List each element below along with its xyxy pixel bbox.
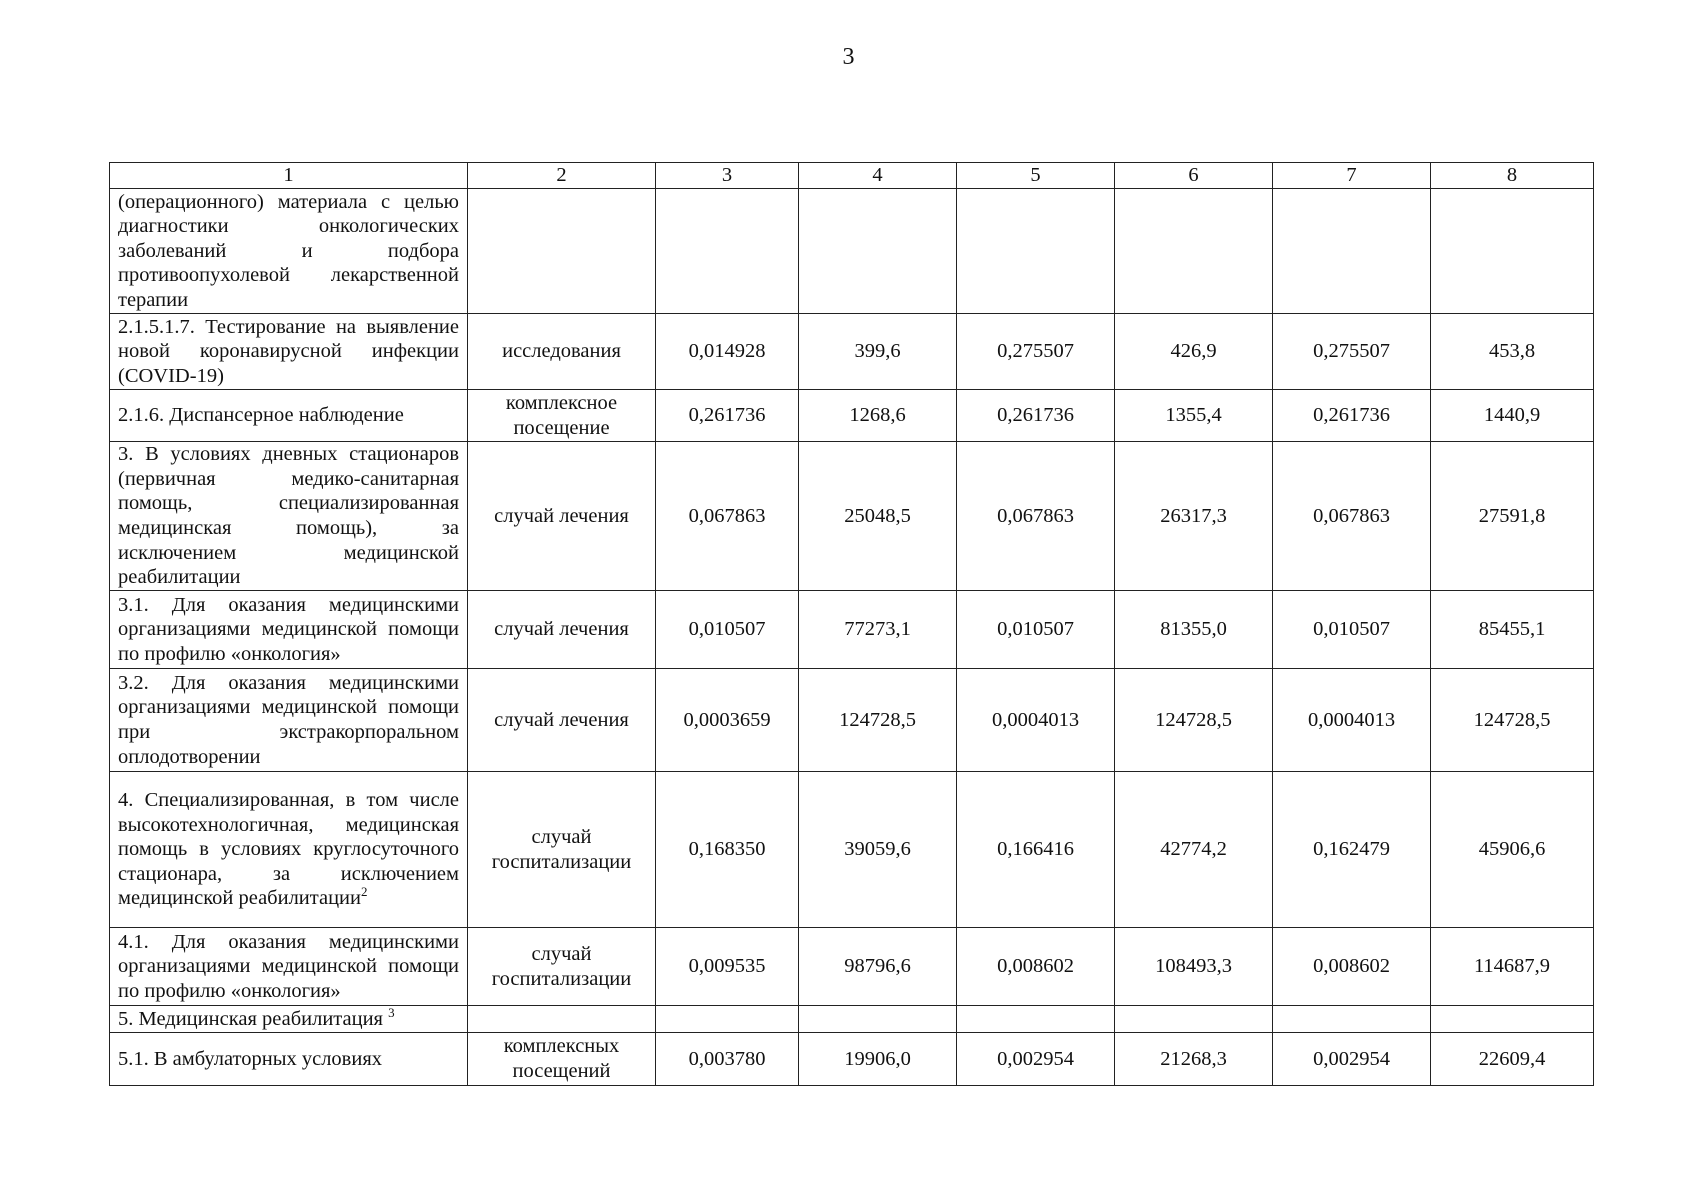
table-row [110, 772, 1594, 928]
row-value: 98796,6 [799, 928, 957, 1006]
column-header: 3 [656, 163, 799, 189]
row-value: 108493,3 [1115, 928, 1273, 1006]
row-value: 426,9 [1115, 314, 1273, 390]
row-description: 3. В условиях дневных стационаров (первичная медико-санитарная помощь, специализированная медицинская помощь), за исключением медицинской реабилитации [110, 442, 468, 591]
row-value: 1355,4 [1115, 390, 1273, 442]
row-value: 0,067863 [1273, 442, 1431, 591]
row-description: 3.1. Для оказания медицинскими организациями медицинской помощи по профилю «онкология» [110, 591, 468, 669]
row-value: 85455,1 [1431, 591, 1594, 669]
table-row [110, 189, 1594, 314]
row-value: 1268,6 [799, 390, 957, 442]
row-description: 2.1.6. Диспансерное наблюдение [110, 390, 468, 442]
row-unit: комплексное посещение [468, 390, 656, 442]
row-value: 39059,6 [799, 772, 957, 928]
row-value [1431, 1006, 1594, 1033]
row-unit: случай госпитализации [468, 928, 656, 1006]
row-value [656, 1006, 799, 1033]
row-value: 453,8 [1431, 314, 1594, 390]
row-value: 0,261736 [1273, 390, 1431, 442]
row-description: (операционного) материала с целью диагностики онкологических заболеваний и подбора противоопухолевой лекарственной терапии [110, 189, 468, 314]
row-value: 124728,5 [1115, 669, 1273, 772]
row-value [957, 189, 1115, 314]
row-value: 26317,3 [1115, 442, 1273, 591]
row-value: 0,067863 [957, 442, 1115, 591]
row-value: 0,003780 [656, 1033, 799, 1086]
table-row [110, 669, 1594, 772]
row-value: 77273,1 [799, 591, 957, 669]
column-header: 8 [1431, 163, 1594, 189]
row-value: 0,010507 [1273, 591, 1431, 669]
row-value: 25048,5 [799, 442, 957, 591]
row-description: 5.1. В амбулаторных условиях [110, 1033, 468, 1086]
data-table [109, 162, 1594, 1086]
row-unit [468, 189, 656, 314]
column-header: 2 [468, 163, 656, 189]
row-value [1273, 189, 1431, 314]
row-value [1115, 1006, 1273, 1033]
table-row [110, 591, 1594, 669]
row-value: 0,275507 [957, 314, 1115, 390]
footnote-marker: 2 [361, 884, 368, 900]
row-unit [468, 1006, 656, 1033]
row-value: 1440,9 [1431, 390, 1594, 442]
row-unit: случай лечения [468, 591, 656, 669]
row-value: 399,6 [799, 314, 957, 390]
row-value [656, 189, 799, 314]
row-value: 0,002954 [957, 1033, 1115, 1086]
table-row [110, 1033, 1594, 1086]
row-value: 0,008602 [957, 928, 1115, 1006]
row-value: 0,0004013 [957, 669, 1115, 772]
footnote-marker: 3 [388, 1004, 395, 1020]
column-header: 6 [1115, 163, 1273, 189]
row-value: 42774,2 [1115, 772, 1273, 928]
row-value: 114687,9 [1431, 928, 1594, 1006]
row-value: 0,261736 [957, 390, 1115, 442]
row-value [799, 1006, 957, 1033]
row-description: 4. Специализированная, в том числе высокотехнологичная, медицинская помощь в условиях круглосуточного стационара, за исключением медицинской реабилитации$^2$ [110, 772, 468, 928]
row-value: 0,009535 [656, 928, 799, 1006]
row-value: 0,261736 [656, 390, 799, 442]
table-row [110, 928, 1594, 1006]
row-unit: исследования [468, 314, 656, 390]
table-row [110, 390, 1594, 442]
row-value: 0,002954 [1273, 1033, 1431, 1086]
row-unit: случай лечения [468, 669, 656, 772]
row-value: 81355,0 [1115, 591, 1273, 669]
row-unit: случай лечения [468, 442, 656, 591]
row-value: 0,275507 [1273, 314, 1431, 390]
row-value: 0,014928 [656, 314, 799, 390]
row-unit: случай госпитализации [468, 772, 656, 928]
row-value: 0,162479 [1273, 772, 1431, 928]
row-value [799, 189, 957, 314]
column-header: 7 [1273, 163, 1431, 189]
row-description: 4.1. Для оказания медицинскими организациями медицинской помощи по профилю «онкология» [110, 928, 468, 1006]
column-header: 1 [110, 163, 468, 189]
row-value [1273, 1006, 1431, 1033]
row-description: 3.2. Для оказания медицинскими организациями медицинской помощи при экстракорпоральном оплодотворении [110, 669, 468, 772]
row-value: 0,168350 [656, 772, 799, 928]
row-value: 27591,8 [1431, 442, 1594, 591]
table-row [110, 314, 1594, 390]
row-value: 0,067863 [656, 442, 799, 591]
row-value [957, 1006, 1115, 1033]
column-header: 5 [957, 163, 1115, 189]
row-value [1115, 189, 1273, 314]
page-number: 3 [842, 44, 855, 70]
table-row [110, 1006, 1594, 1033]
row-value [1431, 189, 1594, 314]
row-unit: комплексных посещений [468, 1033, 656, 1086]
row-value: 0,010507 [957, 591, 1115, 669]
row-value: 19906,0 [799, 1033, 957, 1086]
row-value: 0,166416 [957, 772, 1115, 928]
row-value: 22609,4 [1431, 1033, 1594, 1086]
row-value: 124728,5 [1431, 669, 1594, 772]
row-value: 124728,5 [799, 669, 957, 772]
row-value: 0,0003659 [656, 669, 799, 772]
column-header: 4 [799, 163, 957, 189]
table-row [110, 442, 1594, 591]
row-value: 21268,3 [1115, 1033, 1273, 1086]
row-value: 0,010507 [656, 591, 799, 669]
row-description: 5. Медицинская реабилитация $^3$ [110, 1006, 468, 1033]
row-value: 45906,6 [1431, 772, 1594, 928]
header-row [110, 163, 1594, 189]
row-description: 2.1.5.1.7. Тестирование на выявление новой коронавирусной инфекции (COVID-19) [110, 314, 468, 390]
row-value: 0,008602 [1273, 928, 1431, 1006]
row-value: 0,0004013 [1273, 669, 1431, 772]
